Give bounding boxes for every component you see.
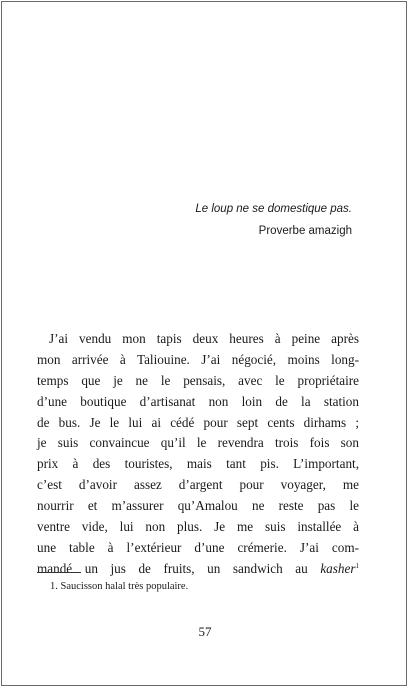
body-line: ventre vide, lui non plus. Je me suis installée à <box>37 519 359 535</box>
footnote: 1. Saucisson halal très populaire. <box>50 581 189 592</box>
footnote-reference: 1 <box>355 561 359 570</box>
footnote-separator <box>37 572 81 573</box>
body-line: d’une boutique d’artisanat non loin de la station <box>37 393 359 409</box>
epigraph-quote: Le loup ne se domestique pas. <box>195 203 352 215</box>
body-line: J’ai vendu mon tapis deux heures à peine après <box>49 331 359 346</box>
italic-word: kasher <box>320 560 356 576</box>
body-line: temps que je ne le pensais, avec le propriétaire <box>37 372 359 388</box>
epigraph <box>195 198 352 242</box>
page-number: 57 <box>198 624 212 639</box>
body-line: mon arrivée à Taliouine. J’ai négocié, moins long- <box>37 351 359 367</box>
body-line: nourrir et m’assurer qu’Amalou ne reste pas le <box>37 498 359 514</box>
epigraph-source: Proverbe amazigh <box>258 225 352 237</box>
body-paragraph <box>37 329 359 580</box>
body-line: une table à l’extérieur d’une crémerie. J’ai com- <box>37 539 359 555</box>
body-line-last-text: mandé un jus de fruits, un sandwich au <box>37 560 321 576</box>
body-line: je suis convaincue qu’il le revendra trois fois son <box>37 435 359 451</box>
body-line: de bus. Je le lui ai cédé pour sept cents dirhams ; <box>37 414 359 430</box>
book-page <box>1 1 407 686</box>
body-line-last <box>37 559 359 580</box>
body-line: prix à des touristes, mais tant pis. L’important, <box>37 456 359 472</box>
body-line: c’est d’avoir assez d’argent pour voyager, me <box>37 477 359 493</box>
